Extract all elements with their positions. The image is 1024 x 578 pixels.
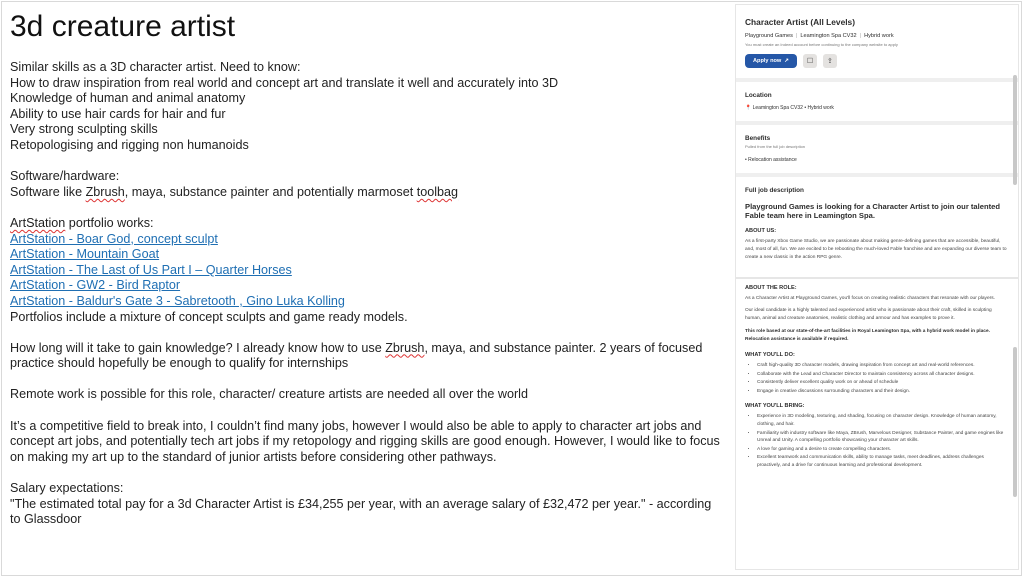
job-panel-bottom xyxy=(735,278,1019,570)
about-us-text: As a first-party Xbox Game Studio, we are passionate about making genre-defining games that are accessible, beautiful, and, most of all, fun. We are excited to be rebooting the much-loved Fable franchise and are expanding our diverse team to create a new classic in the action RPG genre. xyxy=(745,239,1007,261)
work-type: Hybrid work xyxy=(864,33,894,39)
about-us-heading: ABOUT US: xyxy=(745,228,777,234)
list-item: • Excellent teamwork and communication skills, ability to manage tasks, meet deadlines, address challenges proactively, and a drive for continuous learning and professional development. xyxy=(757,454,1008,469)
action-row xyxy=(745,54,1008,68)
list-item: • Craft high-quality 3D character models, drawing inspiration from concept art and real-world references. xyxy=(757,362,1008,370)
do-list xyxy=(757,362,1008,395)
knowledge-paragraph xyxy=(10,341,725,372)
based-bold: This role based at our state-of-the-art facilities in Royal Leamington Spa, with a hybrid work model in place. Relocation assistance is available if required. xyxy=(745,328,990,342)
portfolio-heading xyxy=(10,216,725,232)
about-role-text: As a Character Artist at Playground Games, you'll focus on creating realistic characters that resonate with our players. xyxy=(745,296,995,301)
doc-title: 3d creature artist xyxy=(10,10,236,43)
pin-icon: 📍 xyxy=(745,105,752,111)
software-line xyxy=(10,185,725,201)
account-note: You must create an Indeed account before continuing to the company website to apply xyxy=(745,42,898,47)
about-role-heading: ABOUT THE ROLE: xyxy=(745,285,797,291)
skill-line: Ability to use hair cards for hair and fur xyxy=(10,106,226,121)
bookmark-icon: ☐ xyxy=(806,58,814,65)
artstation-link-quarter-horses[interactable]: ArtStation - The Last of Us Part I – Quarter Horses xyxy=(10,262,292,277)
scrollbar[interactable] xyxy=(1013,75,1017,185)
skill-line: How to draw inspiration from real world and concept art and translate it well and accurately into 3D xyxy=(10,75,559,90)
scrollbar[interactable] xyxy=(1013,347,1017,497)
doc-body xyxy=(10,60,725,528)
artstation-link-bird-raptor[interactable]: ArtStation - GW2 - Bird Raptor xyxy=(10,278,181,293)
apply-label: Apply now xyxy=(753,58,782,64)
location-full: Leamington Spa CV32 • Hybrid work xyxy=(752,105,834,111)
bring-list xyxy=(757,413,1008,469)
list-item: • Familiarity with industry software like Maya, ZBrush, Marvelous Designer, Substance Painter, and game engines like Unreal and Unity. A compelling portfolio showcasing your character art skills. xyxy=(757,430,1008,445)
knowledge-post: , maya, and substance painter. 2 years of focused practice should hopefully be enough to qualify for internships xyxy=(10,340,703,371)
job-panel-top xyxy=(735,4,1019,278)
software-zbrush: Zbrush xyxy=(85,184,125,199)
based-text xyxy=(745,328,1008,344)
software-mid: , maya, substance painter and potentially marmoset xyxy=(124,184,417,199)
remote-paragraph: Remote work is possible for this role, character/ creature artists are needed all over the world xyxy=(10,387,528,402)
artstation-link-sabretooth[interactable]: ArtStation - Baldur's Gate 3 - Sabretooth , Gino Luka Kolling xyxy=(10,293,345,308)
share-button[interactable] xyxy=(823,54,837,68)
list-item: • Collaborate with the Lead and Character Director to maintain consistency across all character designs. xyxy=(757,371,1008,379)
knowledge-pre: How long will it take to gain knowledge? I already know how to use xyxy=(10,340,386,355)
skill-line: Knowledge of human and animal anatomy xyxy=(10,91,246,106)
apply-button[interactable] xyxy=(745,54,797,68)
artstation-link-mountain-goat[interactable]: ArtStation - Mountain Goat xyxy=(10,247,160,262)
software-pre: Software like xyxy=(10,184,86,199)
save-job-button[interactable] xyxy=(803,54,817,68)
benefit-item: • Relocation assistance xyxy=(745,157,797,163)
portfolio-note: Portfolios include a mixture of concept sculpts and game ready models. xyxy=(10,309,408,324)
salary-heading: Salary expectations: xyxy=(10,481,124,496)
share-icon: ⇪ xyxy=(827,58,833,65)
location-heading: Location xyxy=(745,92,772,99)
full-desc-heading: Full job description xyxy=(745,187,804,194)
ideal-candidate-text: Our ideal candidate is a highly talented and experienced artist who is passionate about their craft, skilled in sculpting human, animal and creature anatomies, realistic clothing and armour and has examples to prove it. xyxy=(745,308,992,322)
list-item: • A love for gaming and a desire to create compelling characters. xyxy=(757,446,1008,454)
artstation-word: ArtStation xyxy=(10,215,66,230)
salary-text: "The estimated total pay for a 3d Character Artist is £34,255 per year, with an average salary of £32,472 per year." - according to Glassdoor xyxy=(10,496,712,527)
benefits-note: Pulled from the full job description xyxy=(745,144,806,149)
document xyxy=(10,10,725,528)
skills-intro: Similar skills as a 3D character artist. Need to know: xyxy=(10,60,301,74)
do-heading: WHAT YOU'LL DO: xyxy=(745,352,795,359)
software-heading: Software/hardware: xyxy=(10,169,120,184)
job-meta: Playground Games | Leamington Spa CV32 | Hybrid work xyxy=(745,33,894,39)
job-title: Character Artist (All Levels) xyxy=(745,17,855,27)
company-name: Playground Games xyxy=(745,33,793,39)
list-item: • Engage in creative discussions surrounding characters and their design. xyxy=(757,388,1008,396)
competitive-paragraph: It’s a competitive field to break into, I couldn’t find many jobs, however I would also be able to apply to character art jobs and concept art jobs, and potentially tech art jobs if my retopology and rigging skills are good enough. However, I would like to focus on making my art up to the standard of junior artists before considering other pathways. xyxy=(10,418,720,464)
skill-line: Very strong sculpting skills xyxy=(10,122,158,137)
list-item: • Experience in 3D modeling, texturing, and shading, focusing on character design. Knowledge of human anatomy, clothing, and hair. xyxy=(757,413,1008,428)
job-headline: Playground Games is looking for a Character Artist to join our talented Fable team here in Leamington Spa. xyxy=(745,202,1000,220)
external-link-icon: ↗ xyxy=(784,58,789,64)
benefit-label: Relocation assistance xyxy=(748,157,797,163)
bring-heading: WHAT YOU'LL BRING: xyxy=(745,403,805,410)
software-toolbag: toolbag xyxy=(416,184,459,199)
location-row xyxy=(745,105,1008,111)
portfolio-suffix: portfolio works: xyxy=(65,215,154,230)
knowledge-zbrush: Zbrush xyxy=(385,340,425,355)
benefits-heading: Benefits xyxy=(745,135,771,142)
skill-line: Retopologising and rigging non humanoids xyxy=(10,137,249,152)
list-item: • Consistently deliver excellent quality work on or ahead of schedule xyxy=(757,379,1008,387)
artstation-link-boar-god[interactable]: ArtStation - Boar God, concept sculpt xyxy=(10,231,218,246)
job-location: Leamington Spa CV32 xyxy=(800,33,857,39)
